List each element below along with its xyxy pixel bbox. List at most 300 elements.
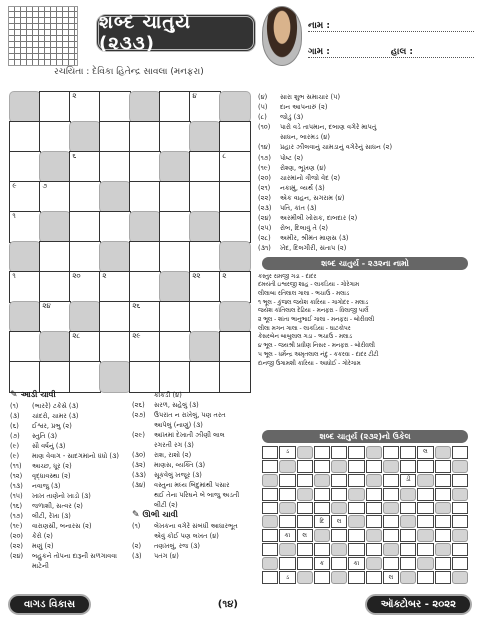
issue-date: ઑક્ટોબર - ૨૦૨૨ — [365, 594, 472, 615]
winner-name: જયેશ કાંતિલાલ દેઢિયા - મનફરા - વિલાજી પાર્લે — [258, 308, 369, 315]
answer-cell — [262, 529, 278, 542]
grid-cell[interactable] — [219, 331, 250, 362]
grid-cell[interactable] — [9, 271, 40, 302]
answer-blocked-cell — [452, 571, 468, 584]
answer-cell — [452, 446, 468, 459]
answer-cell — [417, 460, 433, 473]
clue-key: (૯) — [10, 452, 20, 460]
answer-band: શબ્દ ચાતુર્ય (૨૩૨)નો ઉકેલ — [262, 430, 468, 443]
clue-text: પતિ, કાંત (૩) — [280, 204, 317, 213]
answer-blocked-cell — [383, 460, 399, 473]
grid-cell[interactable] — [9, 121, 40, 152]
clue-number: ૨૨ — [192, 272, 201, 281]
grid-cell[interactable] — [189, 361, 220, 392]
grid-cell[interactable] — [189, 301, 220, 332]
blocked-cell — [69, 301, 100, 332]
blocked-cell — [9, 301, 40, 332]
answer-cell — [452, 543, 468, 556]
grid-cell[interactable] — [99, 331, 130, 362]
grid-cell[interactable] — [69, 151, 100, 182]
answer-cell — [314, 460, 330, 473]
grid-cell[interactable] — [69, 331, 100, 362]
grid-cell[interactable] — [159, 181, 190, 212]
answer-blocked-cell — [331, 460, 347, 473]
clue-item — [258, 142, 472, 152]
winner-name: કસ્તુર રામજી ગડા - દાદર — [258, 273, 317, 280]
clue-item — [258, 92, 472, 102]
grid-cell[interactable] — [129, 271, 160, 302]
blocked-cell — [189, 331, 220, 362]
clue-item — [132, 531, 252, 541]
answer-cell — [383, 474, 399, 487]
grid-cell[interactable] — [39, 301, 70, 332]
clue-key: (૨૯) — [132, 431, 145, 439]
grid-cell[interactable] — [39, 91, 70, 122]
answer-blocked-cell — [297, 571, 313, 584]
answer-cell — [279, 474, 295, 487]
grid-cell[interactable] — [219, 271, 250, 302]
clue-item — [132, 390, 252, 400]
grid-cell[interactable] — [159, 211, 190, 242]
clue-text: સ્તુતિ (૩) — [32, 432, 58, 440]
answer-cell — [435, 474, 451, 487]
clue-item — [258, 122, 472, 132]
page-footer — [8, 592, 472, 616]
clue-item — [132, 551, 252, 561]
clue-key: (૧૪) — [258, 143, 271, 152]
grid-cell[interactable] — [219, 211, 250, 242]
blocked-cell — [219, 91, 250, 122]
clue-item — [258, 193, 472, 203]
grid-cell[interactable] — [9, 211, 40, 242]
grid-cell[interactable] — [69, 211, 100, 242]
answer-cell — [262, 460, 278, 473]
grid-cell[interactable] — [129, 361, 160, 392]
clue-item — [132, 490, 252, 500]
answer-cell — [435, 557, 451, 570]
clue-key: (૨૪) — [10, 552, 24, 560]
crossword-grid — [10, 92, 250, 392]
grid-cell[interactable] — [69, 91, 100, 122]
clue-text: એવું કોઈ પણ લખત (૪) — [154, 532, 219, 540]
grid-cell[interactable] — [129, 331, 160, 362]
clue-text: નવાજુ (૩) — [32, 482, 61, 490]
clue-key: (૨૦) — [258, 173, 271, 182]
grid-cell[interactable] — [69, 241, 100, 272]
clue-item — [10, 431, 130, 441]
grid-cell[interactable] — [129, 121, 160, 152]
answer-blocked-cell — [400, 571, 416, 584]
down-heading: ✎ ઊભી ચાવી — [132, 510, 178, 520]
clue-text: અરમીલી ખોરાક, દાબદાર (૨) — [280, 214, 358, 223]
winner-name: ૨ ભૂલ - શાંતા ભાનુભાઈ ગાલા - મનફરા - બોરીવલી — [258, 317, 375, 324]
grid-cell[interactable] — [159, 91, 190, 122]
answer-cell — [383, 446, 399, 459]
clue-key: (૧૨) — [10, 472, 23, 480]
answer-header — [258, 427, 472, 446]
clue-item — [132, 400, 252, 410]
answer-cell — [279, 515, 295, 528]
clue-key: (૧૧) — [10, 462, 22, 470]
clue-number: ૨૯ — [132, 332, 141, 341]
answer-cell: ડી — [400, 474, 416, 487]
clue-item — [258, 243, 472, 253]
clue-item — [258, 183, 472, 193]
clue-key: (૨૨) — [10, 542, 23, 550]
clue-item — [132, 430, 252, 440]
answer-cell — [262, 488, 278, 501]
answer-cell — [348, 529, 364, 542]
clue-key — [132, 531, 154, 541]
blocked-cell — [69, 121, 100, 152]
answer-cell — [262, 543, 278, 556]
blocked-cell — [99, 241, 130, 272]
grid-cell[interactable] — [129, 241, 160, 272]
answer-cell — [383, 515, 399, 528]
answer-cell — [383, 557, 399, 570]
answer-blocked-cell — [383, 502, 399, 515]
answer-cell — [348, 543, 364, 556]
answer-cell — [348, 502, 364, 515]
answer-cell — [452, 502, 468, 515]
answer-cell — [383, 529, 399, 542]
clue-item — [10, 421, 130, 431]
clue-text: સૌ વર્ષનું (૩) — [32, 442, 66, 450]
clue-text: વારાણસી, બનારસ (૨) — [32, 522, 92, 530]
clue-key: (૨૮) — [258, 234, 271, 243]
answer-blocked-cell — [417, 474, 433, 487]
clue-key — [132, 390, 154, 400]
clue-item — [258, 213, 472, 223]
clue-item — [10, 551, 130, 571]
grid-cell[interactable] — [159, 121, 190, 152]
clue-number: ૨૮ — [72, 332, 81, 341]
clue-text: આપેલું (નાણું) (૩) — [154, 421, 203, 429]
clue-number: ૬ — [72, 152, 77, 161]
answer-cell — [435, 515, 451, 528]
clue-item — [10, 511, 130, 521]
clue-item — [132, 440, 252, 450]
answer-blocked-cell — [435, 446, 451, 459]
winner-name: કેસરબેન બાબુલાલ ગડા - ભચાઉ - મલાડ — [258, 334, 352, 341]
answer-cell — [366, 488, 382, 501]
grid-cell[interactable] — [189, 241, 220, 272]
clue-number: ૨ — [72, 92, 77, 101]
clue-item — [258, 153, 472, 163]
clue-text: પારો વડે તાપમાન, દબાણ વગેરે માપતું — [280, 123, 377, 132]
across-clues-col2 — [132, 390, 252, 561]
clue-key: (૭) — [10, 432, 20, 440]
grid-cell[interactable] — [39, 181, 70, 212]
answer-cell — [348, 460, 364, 473]
answer-cell — [297, 502, 313, 515]
grid-cell[interactable] — [69, 271, 100, 302]
blocked-cell — [9, 241, 40, 272]
author-photo — [262, 6, 302, 66]
clue-text: સૂકવેલું ખજૂર (૩) — [154, 471, 202, 479]
answer-cell — [400, 460, 416, 473]
clue-text: લેખકના વગેરે સંબંધી આધારભૂત — [154, 522, 238, 530]
winner-name: દાનજી ઉગામશી કારિયા - આધોઈ - ગોરેગામ — [258, 360, 361, 367]
clue-key: (૩૦) — [132, 451, 146, 459]
clue-number: ૪ — [192, 92, 197, 101]
grid-cell[interactable] — [69, 181, 100, 212]
clue-number: ૭ — [42, 182, 48, 191]
grid-cell[interactable] — [69, 361, 100, 392]
grid-cell[interactable] — [129, 301, 160, 332]
grid-cell[interactable] — [129, 181, 160, 212]
clue-item — [10, 401, 130, 411]
grid-cell[interactable] — [189, 91, 220, 122]
clue-item — [132, 420, 252, 430]
clue-item — [10, 461, 130, 471]
answer-cell — [331, 557, 347, 570]
clue-text: કેરો (૨) — [32, 532, 53, 540]
down-clues-continued — [258, 92, 472, 368]
answer-blocked-cell — [366, 529, 382, 542]
answer-blocked-cell — [452, 529, 468, 542]
clue-text: સરળ, સહેલું (૩) — [154, 401, 199, 409]
clue-text: ખાખ તાણેનો ખાડો (૩) — [32, 492, 91, 500]
answer-blocked-cell — [331, 571, 347, 584]
name-field[interactable] — [308, 10, 474, 32]
clue-text: માણસ, વ્યક્તિ (૩) — [154, 461, 206, 469]
across-heading: ✎ આડી ચાવી — [10, 390, 56, 400]
clue-key — [132, 440, 154, 450]
answer-cell — [314, 571, 330, 584]
answer-cell — [297, 474, 313, 487]
grid-cell[interactable] — [159, 361, 190, 392]
grid-cell[interactable] — [9, 361, 40, 392]
winner-name: દમયંતી ઇશ્વરજી શાહ - લાકડિયા - ગોરેગામ — [258, 282, 360, 289]
clue-text: ઉપરાંત ન રાખેલું, પણ તરત — [154, 411, 226, 419]
clue-text: આંખમાં દેખાતી ઝીણી લાલ — [154, 431, 225, 439]
answer-cell — [452, 557, 468, 570]
grid-cell[interactable] — [159, 331, 190, 362]
grid-cell[interactable] — [99, 91, 130, 122]
answer-cell — [262, 446, 278, 459]
answer-blocked-cell — [262, 515, 278, 528]
clue-text: પતંગ (૪) — [154, 552, 179, 560]
grid-cell[interactable] — [189, 151, 220, 182]
answer-blocked-cell — [366, 557, 382, 570]
blocked-cell — [219, 301, 250, 332]
answer-cell — [314, 543, 330, 556]
clue-item — [132, 521, 252, 531]
answer-blocked-cell — [366, 474, 382, 487]
clue-text: તણખલું, રજ (૩) — [154, 542, 200, 550]
answer-cell — [366, 515, 382, 528]
answer-cell — [400, 502, 416, 515]
clue-number: ૯ — [12, 182, 17, 191]
clue-key: (૩) — [132, 552, 142, 560]
answer-cell — [452, 474, 468, 487]
answer-cell: ક — [314, 557, 330, 570]
clue-item — [258, 163, 472, 173]
grid-cell[interactable] — [9, 181, 40, 212]
grid-cell[interactable] — [219, 181, 250, 212]
clue-item — [258, 112, 472, 122]
answer-cell — [417, 571, 433, 584]
entry-form — [308, 10, 474, 62]
answer-cell: લ — [417, 446, 433, 459]
answer-cell — [331, 474, 347, 487]
grid-cell[interactable] — [159, 301, 190, 332]
grid-cell[interactable] — [99, 301, 130, 332]
answer-blocked-cell — [417, 529, 433, 542]
clue-key: (૨૧) — [258, 183, 271, 192]
page-number: (૧૪) — [217, 598, 238, 610]
clue-key: (૯) — [10, 442, 20, 450]
answer-blocked-cell — [297, 488, 313, 501]
clue-item — [10, 541, 130, 551]
clue-number: ૨ — [102, 272, 107, 281]
clue-key: (૩૩) — [132, 471, 146, 479]
answer-blocked-cell — [314, 529, 330, 542]
clue-text: રાશ, રાશો (૨) — [154, 451, 192, 459]
clue-text: ખેદ, દિલગીરી, સંતાપ (૨) — [280, 244, 347, 253]
clue-item — [132, 541, 252, 551]
answer-cell: કા — [348, 557, 364, 570]
grid-cell[interactable] — [99, 121, 130, 152]
answer-cell: કા — [279, 529, 295, 542]
grid-cell[interactable] — [39, 271, 70, 302]
answer-blocked-cell — [279, 502, 295, 515]
clue-key: (૩) — [10, 412, 20, 420]
names-band: શબ્દ ચાતુર્ય - ૨૩૨ના નામો — [262, 257, 468, 270]
clue-key: (૩૧) — [258, 244, 271, 253]
clue-number: ૧ — [12, 212, 16, 221]
pen-icon: ✎ — [132, 510, 140, 520]
clue-key: (૧૬) — [10, 502, 23, 510]
grid-cell[interactable] — [9, 331, 40, 362]
answer-cell — [400, 557, 416, 570]
grid-cell[interactable] — [39, 121, 70, 152]
clue-key — [132, 420, 154, 430]
clue-key: (૬) — [10, 422, 19, 430]
grid-cell[interactable] — [99, 271, 130, 302]
clue-item — [10, 501, 130, 511]
grid-cell[interactable] — [189, 271, 220, 302]
answer-cell — [452, 515, 468, 528]
blocked-cell — [99, 181, 130, 212]
answer-cell: લ — [297, 529, 313, 542]
answer-cell — [400, 446, 416, 459]
decorative-grid-pattern — [8, 6, 78, 66]
answer-blocked-cell — [279, 543, 295, 556]
clue-number: ૮ — [222, 152, 227, 161]
answer-blocked-cell — [314, 474, 330, 487]
grid-cell[interactable] — [219, 361, 250, 392]
clue-key: (૨૪) — [258, 214, 272, 223]
answer-cell — [279, 488, 295, 501]
blocked-cell — [39, 151, 70, 182]
clue-key: (૧૭) — [10, 512, 23, 520]
clue-text: નકામું, વ્યર્થ (૩) — [280, 183, 325, 192]
clue-text: રોશ્ણ, ભૂખણ (૪) — [280, 163, 326, 172]
blocked-cell — [39, 211, 70, 242]
answer-cell: લ — [331, 515, 347, 528]
clue-key: (૪) — [258, 93, 268, 101]
grid-cell[interactable] — [219, 151, 250, 182]
clue-item — [132, 450, 252, 460]
winner-name: લીલા મગન ગાલા - લાકડિયા - ઘાટકોપર — [258, 325, 351, 332]
answer-cell — [366, 543, 382, 556]
clue-number: ૧ — [12, 272, 16, 281]
answer-cell — [262, 502, 278, 515]
answer-cell: લ — [383, 571, 399, 584]
answer-blocked-cell — [435, 502, 451, 515]
clue-text: બહુકને તોપના દારૂની સળગાવવા માટેની — [32, 552, 118, 570]
clue-text: લીટી, રેખા (૩) — [32, 512, 71, 520]
answer-cell — [400, 543, 416, 556]
grid-cell[interactable] — [9, 151, 40, 182]
magazine-name: વાગડ વિકાસ — [8, 594, 91, 615]
answer-blocked-cell — [279, 460, 295, 473]
clue-text: મણું (૨) — [32, 542, 54, 550]
clue-item — [258, 173, 472, 183]
grid-cell[interactable] — [159, 241, 190, 272]
grid-cell[interactable] — [189, 181, 220, 212]
winners-list — [258, 273, 472, 369]
answer-grid — [262, 446, 468, 584]
answer-cell — [366, 460, 382, 473]
blocked-cell — [9, 91, 40, 122]
grid-cell[interactable] — [39, 361, 70, 392]
clue-key: (૧૦) — [258, 123, 271, 132]
winner-name: ૧ ભૂલ - કુંજલ જયેશ કારિયા - ગાગોદર - મલાડ — [258, 299, 369, 306]
clue-text: અમીર, શ્રીમંત માણસ (૩) — [280, 234, 349, 243]
answer-blocked-cell — [366, 446, 382, 459]
answer-cell — [314, 488, 330, 501]
grid-cell[interactable] — [99, 211, 130, 242]
clue-text: વસ્તુના મધ્ય બિંદુમાંથી પસાર — [154, 481, 230, 489]
clue-text: ચારમાંનો ત્રીજો વેદ (૨) — [280, 173, 341, 182]
grid-cell[interactable] — [99, 151, 130, 182]
grid-cell[interactable] — [39, 241, 70, 272]
clue-text: સાધન, બારમડ (૪) — [280, 133, 330, 142]
answer-cell — [348, 446, 364, 459]
clue-key: (૨૨) — [258, 193, 271, 202]
clue-item — [132, 500, 252, 510]
answer-blocked-cell — [297, 446, 313, 459]
clue-key: (૨૦) — [10, 532, 23, 540]
puzzle-title: શબ્દ ચાતુર્ય (૨૩૩) — [96, 14, 256, 52]
clue-key: (૧૯) — [258, 163, 271, 172]
clue-item — [10, 451, 130, 461]
village-field[interactable] — [308, 36, 474, 58]
clue-key: (૧) — [132, 522, 141, 530]
clue-key — [258, 132, 280, 142]
answer-cell — [331, 488, 347, 501]
clue-text: કાકડી (૪) — [154, 391, 182, 399]
clue-key — [132, 490, 154, 500]
answer-cell — [435, 460, 451, 473]
village-label: ગામ : — [308, 47, 330, 57]
clue-item — [10, 441, 130, 451]
clue-text: સારા શુભ સમાચાર (૫) — [280, 93, 341, 101]
clue-key: (૧) — [10, 402, 19, 410]
grid-cell[interactable] — [219, 121, 250, 152]
answer-cell — [279, 557, 295, 570]
clue-text: માણ વેવાગ - સાદગમાંનો ધંધો (૩) — [32, 452, 119, 460]
answer-cell — [417, 543, 433, 556]
grid-cell[interactable] — [129, 151, 160, 182]
answer-cell — [366, 502, 382, 515]
answer-cell — [331, 446, 347, 459]
puzzle-header — [8, 6, 472, 80]
clue-text: એક વાહન, સગરામ (૪) — [280, 193, 345, 202]
